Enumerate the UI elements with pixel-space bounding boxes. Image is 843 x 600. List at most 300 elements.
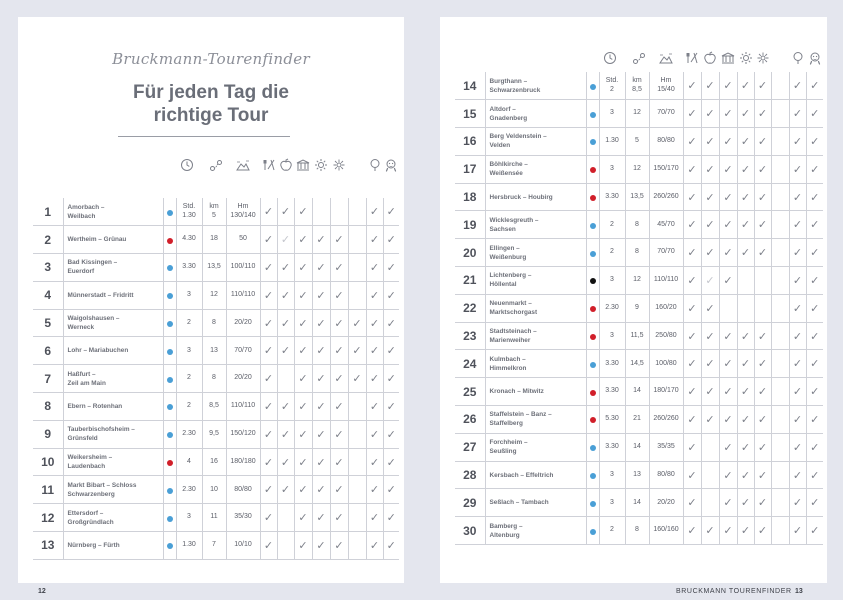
check-mark: ✓	[723, 358, 733, 371]
tour-name: Lohr – Mariabuchen	[63, 337, 163, 365]
feature-cell-apple-icon	[719, 378, 737, 406]
feature-cell-museum-icon	[737, 322, 754, 350]
check-mark: ✓	[723, 469, 733, 482]
feature-cell-sunflower-icon	[348, 448, 366, 476]
feature-cell-elevation-icon	[683, 378, 701, 406]
feature-cell-elevation-icon	[260, 254, 277, 282]
distance-value: 8	[625, 517, 649, 545]
check-mark: ✓	[740, 441, 751, 454]
feature-cell-museum-icon	[312, 365, 330, 393]
tour-name: Weikersheim – Laudenbach	[63, 448, 163, 476]
check-mark: ✓	[369, 345, 380, 358]
duration-value: 2.30	[599, 294, 625, 322]
check-mark: ✓	[687, 358, 697, 371]
check-mark: ✓	[792, 219, 803, 232]
feature-cell-child-icon	[383, 281, 399, 309]
elevation-value: 180/180	[226, 448, 260, 476]
table-row	[33, 532, 399, 560]
feature-cell-apple-icon	[294, 254, 312, 282]
sun-burst-icon	[738, 50, 754, 66]
check-mark: ✓	[386, 456, 396, 469]
check-mark: ✓	[705, 191, 715, 204]
tour-number: 15	[455, 100, 485, 128]
table-row	[455, 72, 823, 100]
feature-cell-tree-icon	[789, 294, 806, 322]
feature-cell-child-icon	[806, 489, 823, 517]
check-mark: ✓	[316, 317, 326, 330]
check-mark: ✓	[386, 428, 396, 441]
tour-name: Tauberbischofsheim – Grünsfeld	[63, 420, 163, 448]
check-mark: ✓	[687, 330, 697, 343]
distance-value: 12	[625, 155, 649, 183]
check-mark: ✓	[740, 163, 751, 176]
check-mark: ✓	[263, 428, 274, 441]
check-mark: ✓	[263, 261, 274, 274]
table-row	[33, 281, 399, 309]
feature-cell-child-icon	[806, 406, 823, 434]
tour-name: Seßlach – Tambach	[485, 489, 586, 517]
route-icon	[631, 50, 647, 66]
check-mark: ✓	[723, 80, 733, 93]
feature-cell-apple-icon	[719, 100, 737, 128]
tour-number: 19	[455, 211, 485, 239]
tour-name: Waigolshausen – Werneck	[63, 309, 163, 337]
check-mark: ✓	[757, 386, 768, 399]
check-mark: ✓	[705, 525, 715, 538]
feature-cell-food-icon	[701, 155, 719, 183]
tour-number: 14	[455, 72, 485, 100]
elevation-value: 260/260	[649, 183, 683, 211]
feature-cell-museum-icon	[312, 337, 330, 365]
duration-value: 3	[599, 489, 625, 517]
check-mark: ✓	[810, 413, 820, 426]
check-mark: ✓	[687, 441, 697, 454]
feature-cell-apple-icon	[294, 365, 312, 393]
check-mark: ✓	[792, 469, 803, 482]
feature-cell-sunflower-icon	[771, 350, 789, 378]
check-mark: ✓	[792, 108, 803, 121]
feature-cell-museum-icon	[737, 433, 754, 461]
check-mark: ✓	[386, 373, 396, 386]
table-row	[455, 155, 823, 183]
check-mark: ✓	[263, 456, 274, 469]
check-mark: ✓	[810, 386, 820, 399]
feature-cell-sun-burst-icon	[754, 211, 771, 239]
feature-cell-museum-icon	[737, 489, 754, 517]
check-mark: ✓	[810, 330, 820, 343]
duration-value: 3	[176, 504, 202, 532]
check-mark: ✓	[705, 274, 715, 287]
feature-cell-food-icon	[277, 281, 294, 309]
feature-cell-apple-icon	[719, 239, 737, 267]
page-left	[18, 17, 404, 595]
check-mark: ✓	[298, 400, 308, 413]
brand-script-heading: Bruckmann-Tourenfinder	[112, 50, 310, 68]
feature-cell-sun-burst-icon	[330, 309, 348, 337]
check-mark: ✓	[792, 441, 803, 454]
feature-cell-sunflower-icon	[771, 294, 789, 322]
check-mark: ✓	[369, 484, 380, 497]
check-mark: ✓	[723, 497, 733, 510]
check-mark: ✓	[723, 108, 733, 121]
check-mark: ✓	[334, 317, 344, 330]
feature-cell-food-icon	[277, 476, 294, 504]
check-mark: ✓	[740, 525, 751, 538]
check-mark: ✓	[316, 484, 326, 497]
check-mark: ✓	[723, 135, 733, 148]
difficulty-cell	[586, 211, 599, 239]
page-number-left: 12	[38, 588, 46, 595]
check-mark: ✓	[687, 302, 697, 315]
difficulty-cell	[163, 226, 176, 254]
feature-cell-sun-burst-icon	[754, 350, 771, 378]
feature-cell-tree-icon	[789, 350, 806, 378]
distance-value: 9	[625, 294, 649, 322]
feature-cell-sun-burst-icon	[754, 517, 771, 545]
check-mark: ✓	[757, 330, 768, 343]
feature-cell-child-icon	[383, 254, 399, 282]
feature-cell-child-icon	[806, 239, 823, 267]
feature-cell-museum-icon	[737, 517, 754, 545]
table-row	[33, 198, 399, 226]
difficulty-dot-red	[590, 334, 596, 340]
check-mark: ✓	[369, 206, 380, 219]
difficulty-dot-blue	[590, 529, 596, 535]
feature-cell-sun-burst-icon	[330, 420, 348, 448]
feature-cell-elevation-icon	[260, 393, 277, 421]
feature-cell-food-icon	[277, 393, 294, 421]
check-mark: ✓	[687, 469, 697, 482]
column-icon-row	[440, 50, 827, 66]
feature-cell-elevation-icon	[260, 281, 277, 309]
feature-cell-apple-icon	[719, 461, 737, 489]
feature-cell-child-icon	[806, 100, 823, 128]
feature-cell-child-icon	[383, 393, 399, 421]
feature-cell-child-icon	[383, 420, 399, 448]
feature-cell-museum-icon	[737, 350, 754, 378]
duration-value: 2	[599, 211, 625, 239]
elevation-value: 180/170	[649, 378, 683, 406]
tour-number: 8	[33, 393, 63, 421]
feature-cell-apple-icon	[294, 337, 312, 365]
feature-cell-tree-icon	[789, 322, 806, 350]
feature-cell-elevation-icon	[260, 309, 277, 337]
check-mark: ✓	[740, 386, 751, 399]
table-row	[455, 350, 823, 378]
feature-cell-sun-burst-icon	[754, 239, 771, 267]
distance-value: 14	[625, 433, 649, 461]
check-mark: ✓	[369, 289, 380, 302]
check-mark: ✓	[810, 219, 820, 232]
check-mark: ✓	[687, 163, 697, 176]
elevation-value: 110/110	[226, 393, 260, 421]
tour-name: Berg Veldenstein – Velden	[485, 128, 586, 156]
feature-cell-sun-burst-icon	[330, 448, 348, 476]
check-mark: ✓	[386, 484, 396, 497]
check-mark: ✓	[687, 497, 697, 510]
difficulty-dot-blue	[167, 377, 173, 383]
difficulty-dot-blue	[590, 84, 596, 90]
tour-name: Stadtsteinach – Marienweiher	[485, 322, 586, 350]
tour-number: 12	[33, 504, 63, 532]
check-mark: ✓	[687, 413, 697, 426]
check-mark: ✓	[757, 441, 768, 454]
elevation-value: 150/120	[226, 420, 260, 448]
check-mark: ✓	[705, 80, 715, 93]
difficulty-cell	[163, 420, 176, 448]
check-mark: ✓	[334, 428, 344, 441]
feature-cell-child-icon	[383, 448, 399, 476]
distance-value: 11,5	[625, 322, 649, 350]
check-mark: ✓	[810, 135, 820, 148]
check-mark: ✓	[810, 441, 820, 454]
check-mark: ✓	[263, 512, 274, 525]
table-row	[455, 239, 823, 267]
check-mark: ✓	[280, 428, 291, 441]
feature-cell-apple-icon	[719, 350, 737, 378]
check-mark: ✓	[792, 386, 803, 399]
tour-name: Bamberg – Altenburg	[485, 517, 586, 545]
museum-icon	[720, 50, 736, 66]
feature-cell-tree-icon	[789, 461, 806, 489]
feature-cell-museum-icon	[737, 72, 754, 100]
feature-cell-tree-icon	[789, 267, 806, 295]
feature-cell-museum-icon	[312, 198, 330, 226]
difficulty-cell	[163, 254, 176, 282]
check-mark: ✓	[810, 80, 820, 93]
feature-cell-museum-icon	[737, 378, 754, 406]
duration-value: 2	[176, 365, 202, 393]
distance-value: 8,5	[202, 393, 226, 421]
check-mark: ✓	[705, 413, 715, 426]
tour-name: Wertheim – Grünau	[63, 226, 163, 254]
difficulty-cell	[163, 504, 176, 532]
feature-cell-museum-icon	[737, 128, 754, 156]
tour-name: Ellingen – Weißenburg	[485, 239, 586, 267]
difficulty-cell	[586, 155, 599, 183]
tour-number: 10	[33, 448, 63, 476]
difficulty-dot-blue	[590, 445, 596, 451]
check-mark: ✓	[810, 191, 820, 204]
check-mark: ✓	[792, 302, 803, 315]
table-row	[33, 337, 399, 365]
child-icon	[807, 50, 823, 66]
difficulty-cell	[163, 337, 176, 365]
difficulty-dot-blue	[167, 349, 173, 355]
distance-value: 14,5	[625, 350, 649, 378]
check-mark: ✓	[369, 539, 380, 552]
feature-cell-elevation-icon	[683, 128, 701, 156]
check-mark: ✓	[386, 261, 396, 274]
check-mark: ✓	[723, 386, 733, 399]
food-icon	[684, 50, 700, 66]
check-mark: ✓	[705, 302, 715, 315]
check-mark: ✓	[792, 163, 803, 176]
feature-cell-tree-icon	[366, 254, 383, 282]
feature-cell-museum-icon	[312, 281, 330, 309]
check-mark: ✓	[316, 456, 326, 469]
check-mark: ✓	[687, 247, 697, 260]
feature-cell-apple-icon	[719, 433, 737, 461]
duration-value: 2.30	[176, 476, 202, 504]
duration-value: 2	[176, 393, 202, 421]
feature-cell-elevation-icon	[260, 198, 277, 226]
feature-cell-sunflower-icon	[348, 476, 366, 504]
feature-cell-museum-icon	[737, 155, 754, 183]
tour-number: 7	[33, 365, 63, 393]
duration-value: 3.30	[599, 433, 625, 461]
feature-cell-apple-icon	[294, 532, 312, 560]
feature-cell-food-icon	[701, 239, 719, 267]
difficulty-cell	[586, 322, 599, 350]
check-mark: ✓	[386, 317, 396, 330]
check-mark: ✓	[705, 330, 715, 343]
feature-cell-tree-icon	[789, 211, 806, 239]
check-mark: ✓	[386, 539, 396, 552]
feature-cell-museum-icon	[312, 420, 330, 448]
feature-cell-tree-icon	[789, 433, 806, 461]
tour-number: 6	[33, 337, 63, 365]
feature-cell-tree-icon	[366, 337, 383, 365]
tour-number: 21	[455, 267, 485, 295]
distance-value: 14	[625, 489, 649, 517]
elevation-icon	[658, 50, 674, 66]
check-mark: ✓	[369, 456, 380, 469]
difficulty-dot-red	[590, 417, 596, 423]
table-row	[33, 226, 399, 254]
feature-cell-sun-burst-icon	[754, 128, 771, 156]
check-mark: ✓	[334, 261, 344, 274]
elevation-value: 50	[226, 226, 260, 254]
tour-name: Neuenmarkt – Marktschorgast	[485, 294, 586, 322]
feature-cell-apple-icon	[294, 504, 312, 532]
check-mark: ✓	[280, 206, 291, 219]
check-mark: ✓	[810, 108, 820, 121]
feature-cell-sunflower-icon	[771, 433, 789, 461]
column-icon-row	[18, 157, 404, 173]
feature-cell-sunflower-icon	[771, 211, 789, 239]
difficulty-cell	[586, 406, 599, 434]
feature-cell-child-icon	[806, 461, 823, 489]
feature-cell-sun-burst-icon	[754, 406, 771, 434]
feature-cell-apple-icon	[719, 72, 737, 100]
check-mark: ✓	[334, 400, 344, 413]
check-mark: ✓	[757, 247, 768, 260]
feature-cell-sunflower-icon	[348, 393, 366, 421]
feature-cell-food-icon	[277, 448, 294, 476]
tour-number: 24	[455, 350, 485, 378]
check-mark: ✓	[757, 191, 768, 204]
difficulty-dot-red	[590, 390, 596, 396]
check-mark: ✓	[280, 345, 291, 358]
check-mark: ✓	[705, 135, 715, 148]
check-mark: ✓	[792, 358, 803, 371]
feature-cell-child-icon	[806, 517, 823, 545]
check-mark: ✓	[705, 163, 715, 176]
check-mark: ✓	[687, 274, 697, 287]
difficulty-cell	[586, 350, 599, 378]
feature-cell-apple-icon	[719, 183, 737, 211]
check-mark: ✓	[723, 330, 733, 343]
check-mark: ✓	[280, 317, 291, 330]
check-mark: ✓	[298, 428, 308, 441]
feature-cell-tree-icon	[366, 532, 383, 560]
check-mark: ✓	[792, 191, 803, 204]
feature-cell-sun-burst-icon	[330, 393, 348, 421]
duration-value: 5.30	[599, 406, 625, 434]
feature-cell-sun-burst-icon	[754, 155, 771, 183]
feature-cell-tree-icon	[366, 420, 383, 448]
check-mark: ✓	[792, 330, 803, 343]
tour-number: 9	[33, 420, 63, 448]
difficulty-dot-blue	[590, 112, 596, 118]
feature-cell-sunflower-icon	[771, 517, 789, 545]
check-mark: ✓	[687, 135, 697, 148]
difficulty-cell	[163, 198, 176, 226]
check-mark: ✓	[705, 386, 715, 399]
feature-cell-sun-burst-icon	[330, 476, 348, 504]
difficulty-dot-blue	[590, 501, 596, 507]
feature-cell-food-icon	[701, 211, 719, 239]
feature-cell-elevation-icon	[683, 406, 701, 434]
feature-cell-food-icon	[277, 309, 294, 337]
feature-cell-elevation-icon	[683, 211, 701, 239]
check-mark: ✓	[334, 484, 344, 497]
feature-cell-sunflower-icon	[771, 267, 789, 295]
feature-cell-food-icon	[701, 294, 719, 322]
feature-cell-sunflower-icon	[348, 532, 366, 560]
tour-table-right	[455, 72, 823, 545]
check-mark: ✓	[316, 428, 326, 441]
duration-value: 3	[599, 461, 625, 489]
distance-value: 21	[625, 406, 649, 434]
check-mark: ✓	[757, 413, 768, 426]
feature-cell-elevation-icon	[683, 183, 701, 211]
difficulty-dot-blue	[167, 265, 173, 271]
tour-number: 25	[455, 378, 485, 406]
tour-number: 29	[455, 489, 485, 517]
table-row	[33, 448, 399, 476]
footer-brand: BRUCKMANN TOURENFINDER	[676, 588, 792, 595]
distance-value: 10	[202, 476, 226, 504]
check-mark: ✓	[334, 345, 344, 358]
distance-value: 18	[202, 226, 226, 254]
difficulty-cell	[163, 532, 176, 560]
check-mark: ✓	[792, 80, 803, 93]
sunflower-icon	[755, 50, 771, 66]
distance-value: 13,5	[625, 183, 649, 211]
check-mark: ✓	[263, 400, 274, 413]
feature-cell-tree-icon	[789, 183, 806, 211]
feature-cell-elevation-icon	[260, 532, 277, 560]
difficulty-dot-red	[590, 306, 596, 312]
distance-value: 14	[625, 378, 649, 406]
tour-number: 16	[455, 128, 485, 156]
check-mark: ✓	[334, 512, 344, 525]
tour-number: 13	[33, 532, 63, 560]
check-mark: ✓	[280, 261, 291, 274]
feature-cell-elevation-icon	[683, 433, 701, 461]
check-mark: ✓	[757, 219, 768, 232]
feature-cell-tree-icon	[366, 476, 383, 504]
title-line-2: richtige Tour	[153, 105, 269, 126]
difficulty-dot-red	[590, 195, 596, 201]
distance-value: 12	[202, 281, 226, 309]
tour-name: Nürnberg – Fürth	[63, 532, 163, 560]
feature-cell-apple-icon	[719, 489, 737, 517]
check-mark: ✓	[280, 484, 291, 497]
tour-number: 17	[455, 155, 485, 183]
